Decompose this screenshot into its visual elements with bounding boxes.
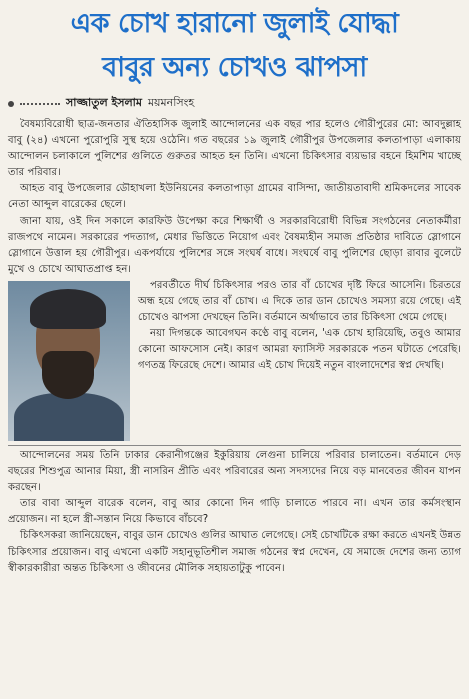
news-clipping [0,4,469,699]
divider [8,445,461,446]
photo-cap [30,289,106,329]
bullet-icon [8,101,14,107]
paragraph: আহত বাবু উপজেলার ডৌহাখলা ইউনিয়নের কলতাপাড়া গ্রামের বাসিন্দা, জাতীয়তাবাদী শ্রমিকদলের সাবেক নেতা আব্দুল বারেকের ছেলে। [8,183,461,211]
headline [8,4,461,88]
photo-shirt [14,393,124,441]
dateline-place: ময়মনসিংহ [147,96,195,109]
paragraph: নয়া দিগন্তকে আবেগঘন কণ্ঠে বাবু বলেন, 'এক চোখ হারিয়েছি, তবুও আমার কোনো আফসোস নেই। কারণ আমরা ফ্যাসিস্ট সরকারকে পতন ঘটাতে পেরেছি। গণতন্ত্র ফিরেছে দেশে। আমার এই চোখ দিয়েই নতুন বাংলাদেশের স্বপ্ন দেখছি। [138,328,461,372]
author-name: সাজ্জাতুল ইসলাম [66,96,142,109]
headline-line-2: বাবুর অন্য চোখও ঝাপসা [102,52,367,83]
paragraph: আন্দোলনের সময় তিনি ঢাকার কেরানীগঞ্জের ইকুরিয়ায় লেগুনা চালিয়ে পরিবার চালাতেন। বর্তমানে দেড় বছরের শিশুপুত্র আনার মিয়া, স্ত্রী নাসরিন প্রীতি এবং পরিবারের অন্য সদস্যদের নিয়ে বড় মানবেতর জীবন যাপন করছেন। [8,449,461,494]
headline-line-1: এক চোখ হারানো জুলাই যোদ্ধা [70,8,399,39]
dotted-divider [20,103,60,105]
article-body [8,117,461,577]
paragraph: চিকিৎসকরা জানিয়েছেন, বাবুর ডান চোখেও গুলির আঘাত লেগেছে। সেই চোখটিকে রক্ষা করতে এখনই উন্নত চিকিৎসার প্রয়োজন। বাবু এখনো একটি সহানুভূতিশীল সমাজ গঠনের স্বপ্ন দেখেন, যে সমাজে দেশের জন্য ত্যাগ স্বীকারকারীরা অন্তত চিকিৎসা ও জীবনের মৌলিক সহায়তাটুকু পাবেন। [8,530,461,574]
paragraph: জানা যায়, ওই দিন সকালে কারফিউ উপেক্ষা করে শিক্ষার্থী ও সরকারবিরোধী বিভিন্ন সংগঠনের নেতাকর্মীরা রাজপথে নামেন। সরকারের পদত্যাগ, মেধার ভিত্তিতে নিয়োগ এবং বৈষম্যহীন সমাজ প্রতিষ্ঠার দাবিতে স্লোগানে স্লোগানে উত্তাল হয় গৌরীপুর। একপর্যায়ে পুলিশের সঙ্গে সংঘর্ষ বাধে। সংঘর্ষে বাবু পুলিশের ছোড়া রাবার বুলেটে মুখে ও চোখে আঘাতপ্রাপ্ত হন। [8,215,461,275]
photo-beard [42,351,94,399]
paragraph: পরবর্তীতে দীর্ঘ চিকিৎসার পরও তার বাঁ চোখের দৃষ্টি ফিরে আসেনি। চিরতরে অন্ধ হয়ে গেছে তার বাঁ চোখ। এ দিকে তার ডান চোখেও সমস্যা রয়ে গেছে। এই চোখেও ঝাপসা দেখছেন তিনি। বর্তমানে অর্থাভাবে তার চিকিৎসা থেমে গেছে। [138,279,461,324]
portrait-photo [8,281,130,441]
paragraph: বৈষম্যবিরোধী ছাত্র-জনতার ঐতিহাসিক জুলাই আন্দোলনের এক বছর পার হলেও গৌরীপুরের মো: আবদুল্লাহ বাবু (২৪) এখনো পুরোপুরি সুস্থ হয়ে ওঠেনি। গত বছরের ১৯ জুলাই গৌরীপুর উপজেলার কলতাপাড়া এলাকায় আন্দোলন চলাকালে পুলিশের গুলিতে গুরুতর আহত হন তিনি। এখনো চিকিৎসার ব্যয়ভার বহনে হিমশিম খাচ্ছে তার পরিবার। [8,119,461,179]
paragraph: তার বাবা আব্দুল বারেক বলেন, বাবু আর কোনো দিন গাড়ি চালাতে পারবে না। এখন তার কর্মসংস্থান প্রয়োজন। না হলে স্ত্রী-সন্তান নিয়ে কিভাবে বাঁচবে? [8,498,461,526]
byline [8,94,461,113]
